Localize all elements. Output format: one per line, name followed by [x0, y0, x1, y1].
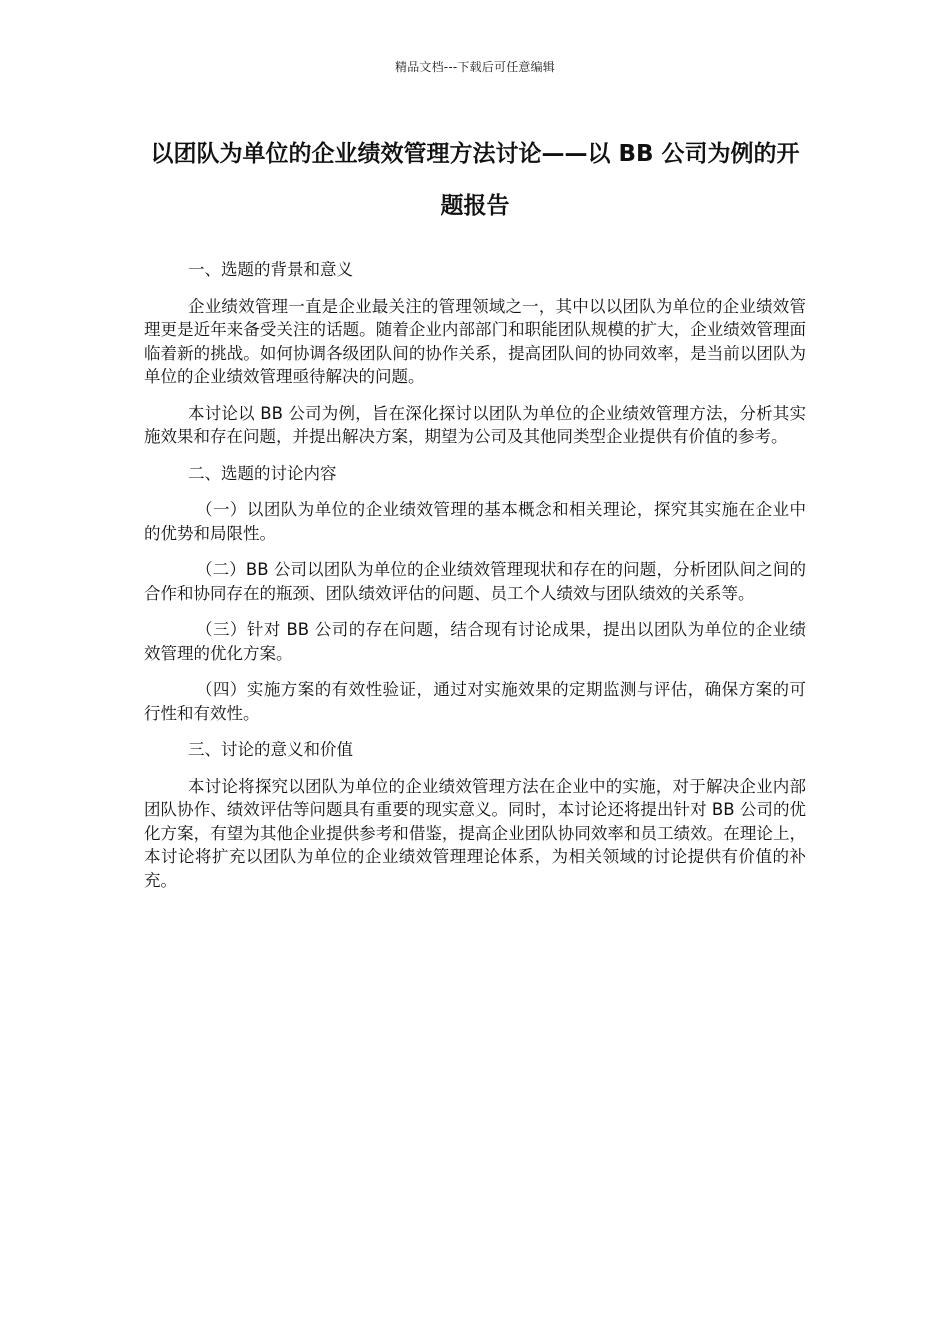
- page-header: 精品文档---下载后可任意编辑: [395, 60, 555, 74]
- list-item: （三）针对 BB 公司的存在问题，结合现有讨论成果，提出以团队为单位的企业绩效管理的优化方案。: [144, 620, 806, 663]
- section-heading: 二、选题的讨论内容: [188, 463, 337, 483]
- paragraph: 企业绩效管理一直是企业最关注的管理领域之一，其中以以团队为单位的企业绩效管理更是近年来备受关注的话题。随着企业内部部门和职能团队规模的扩大，企业绩效管理面临着新的挑战。如何协调各级团队间的协作关系，提高团队间的协同效率，是当前以团队为单位的企业绩效管理亟待解决的问题。: [144, 296, 806, 386]
- list-item: （二）BB 公司以团队为单位的企业绩效管理现状和存在的问题，分析团队间之间的合作和协同存在的瓶颈、团队绩效评估的问题、员工个人绩效与团队绩效的关系等。: [144, 560, 806, 603]
- section-heading: 一、选题的背景和意义: [188, 260, 353, 279]
- paragraph: 本讨论将探究以团队为单位的企业绩效管理方法在企业中的实施，对于解决企业内部团队协作、绩效评估等问题具有重要的现实意义。同时，本讨论还将提出针对 BB 公司的优化方案，有望为其他企业提供参考和借鉴，提高企业团队协同效率和员工绩效。在理论上，本讨论将扩充以团队为单位的企业绩效管理理论体系，为相关领域的讨论提供有价值的补充。: [144, 776, 806, 890]
- document-body: [144, 258, 806, 905]
- list-item: （四）实施方案的有效性验证，通过对实施效果的定期监测与评估，确保方案的可行性和有效性。: [144, 680, 806, 723]
- document-title: 以团队为单位的企业绩效管理方法讨论——以 BB 公司为例的开题报告: [150, 141, 800, 219]
- paragraph: 本讨论以 BB 公司为例，旨在深化探讨以团队为单位的企业绩效管理方法，分析其实施效果和存在问题，并提出解决方案，期望为公司及其他同类型企业提供有价值的参考。: [144, 403, 806, 446]
- section-heading: 三、讨论的意义和价值: [188, 740, 353, 759]
- list-item: （一）以团队为单位的企业绩效管理的基本概念和相关理论，探究其实施在企业中的优势和局限性。: [144, 500, 806, 543]
